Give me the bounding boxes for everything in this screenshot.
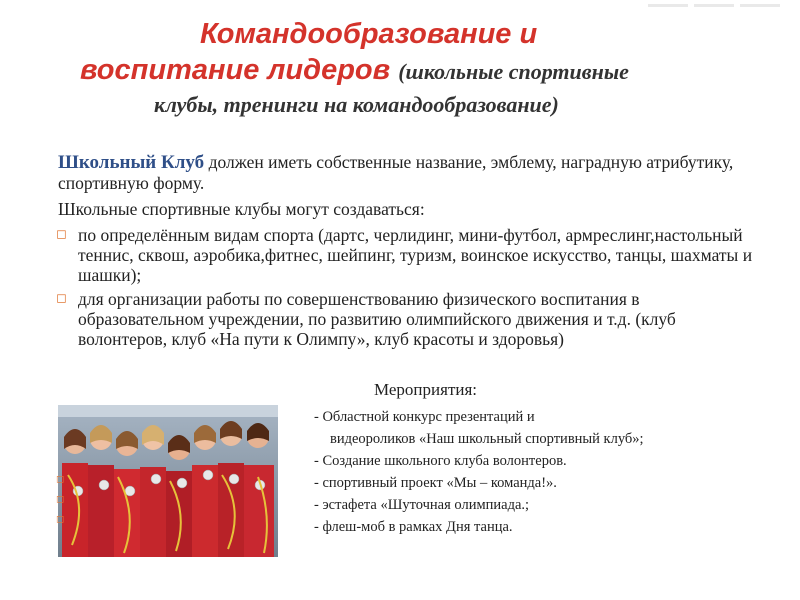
square-bullet-icon: ◻: [56, 514, 65, 525]
events-heading: Мероприятия:: [374, 380, 478, 399]
square-bullet-icon: ◻: [56, 227, 67, 242]
title-main-part: воспитание лидеров: [80, 54, 391, 86]
slide-body: [58, 152, 758, 353]
bullet-text: для организации работы по совершенствованию физического воспитания в образовательном учреждении, по развитию олимпийского движения и т.д. (клуб волонтеров, клуб «На пути к Олимпу», клуб красоты и здоровья): [78, 289, 676, 349]
intro-paragraph: [58, 152, 758, 193]
event-line: - Создание школьного клуба волонтеров.: [314, 453, 567, 469]
side-bullet-markers: [56, 470, 64, 530]
event-line: - флеш-моб в рамках Дня танца.: [314, 519, 513, 535]
event-line: - спортивный проект «Мы – команда!».: [314, 475, 557, 491]
square-bullet-icon: ◻: [56, 494, 65, 505]
event-line: - Областной конкурс презентаций и: [314, 409, 535, 425]
bullet-item: [58, 225, 758, 285]
event-line: видеороликов «Наш школьный спортивный клуб»;: [330, 431, 644, 447]
square-bullet-icon: ◻: [56, 291, 67, 306]
square-bullet-icon: ◻: [56, 474, 65, 485]
slide-title: [40, 16, 780, 120]
team-photo: [58, 405, 278, 557]
title-subtitle-part-2: клубы, тренинги на командообразование): [154, 92, 559, 117]
title-line-2: [40, 52, 780, 90]
team-photo-icon: [58, 405, 278, 557]
top-decoration: [0, 0, 800, 14]
title-subtitle-part-1: (школьные спортивные: [398, 59, 629, 84]
can-create-line: Школьные спортивные клубы могут создаваться:: [58, 199, 425, 219]
events-list: [314, 406, 784, 538]
bullet-text: по определённым видам спорта (дартс, черлидинг, мини-футбол, армреслинг,настольный теннис, сквош, аэробика,фитнес, шейпинг, туризм, воинское искусство, танцы, шахматы и шашки);: [78, 225, 753, 285]
event-line: - эстафета «Шуточная олимпиада.;: [314, 497, 530, 513]
title-line-1: Командообразование и: [200, 18, 538, 50]
bullet-item: [58, 289, 758, 349]
intro-text: должен иметь собственные название, эмблему, наградную атрибутику, спортивную форму.: [58, 152, 734, 193]
bullet-list: [58, 225, 758, 349]
club-name-label: Школьный Клуб: [58, 152, 205, 173]
